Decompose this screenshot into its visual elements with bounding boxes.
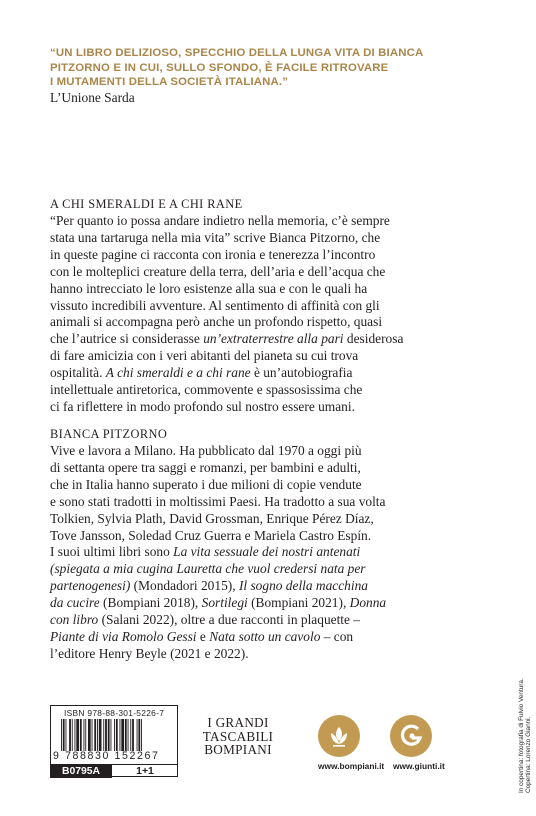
text-segment: (Bompiani 2021), (247, 595, 350, 611)
giunti-logo-icon (390, 715, 432, 757)
text-segment: di fare amicizia con i veri abitanti del pianeta su cui trova (50, 348, 359, 364)
text-line (50, 314, 500, 331)
text-segment: (Bompiani 2018), (99, 595, 202, 611)
text-segment: stata una tartaruga nella mia vita” scrive Bianca Pitzorno, che (50, 229, 381, 245)
italic-segment: partenogenesi) (50, 578, 131, 594)
text-segment: I suoi ultimi libri sono (50, 544, 174, 560)
text-segment: (Mondadori 2015), (130, 578, 239, 594)
credit-line: In copertina: fotografia di Fulvio Ventura. (518, 678, 525, 793)
text-line (50, 544, 500, 561)
author-bio (50, 443, 500, 663)
quote-line: “UN LIBRO DELIZIOSO, SPECCHIO DELLA LUNGA VITA DI BIANCA (50, 47, 424, 59)
text-segment: animali si accompagna però anche un profondo rispetto, quasi (50, 314, 383, 330)
italic-segment: un’extraterrestre alla pari (203, 331, 344, 347)
text-segment: con le molteplici creature della terra, dell’aria e dell’acqua che (50, 263, 386, 279)
text-line (50, 528, 500, 545)
credit-line: Copertina: Lorenzo Gianni. (525, 716, 533, 793)
text-segment: in queste pagine ci racconta con ironia e tenerezza l’incontro (50, 246, 376, 262)
italic-segment: La vita sessuale dei nostri antenati (173, 544, 361, 560)
text-segment: Vive e lavora a Milano. Ha pubblicato dal 1970 a oggi più (50, 443, 362, 458)
printing-code: 1+1 (136, 766, 154, 777)
barcode-icon (61, 719, 169, 751)
text-segment: l’editore Henry Beyle (2021 e 2022). (50, 645, 249, 661)
italic-segment: A chi smeraldi e a chi rane (105, 365, 251, 381)
text-segment: desiderosa (343, 331, 404, 347)
text-line (50, 477, 500, 494)
barcode-block (50, 705, 178, 777)
text-line (50, 331, 500, 348)
italic-segment: Sortilegi (201, 595, 248, 611)
review-quote (50, 46, 490, 90)
italic-segment: da cucire (50, 595, 100, 611)
code-row (50, 764, 178, 778)
quote-source: L’Unione Sarda (50, 90, 135, 105)
product-code: B0795A (50, 765, 112, 778)
text-segment: intellettuale antiretorica, commovente e spassosissima che (50, 382, 363, 398)
text-line (50, 443, 500, 460)
text-line (50, 511, 500, 528)
series-name (192, 716, 284, 757)
text-segment: Tolkien, Sylvia Plath, David Grossman, Enrique Pérez Díaz, (50, 510, 374, 526)
text-segment: (Salani 2022), oltre a due racconti in plaquette – (98, 612, 361, 628)
cover-credits (518, 678, 532, 793)
text-line (50, 578, 500, 595)
text-segment: e (196, 628, 210, 644)
text-segment: e sono stati tradotti in moltissimi Paesi. Ha tradotto a sua volta (50, 493, 386, 509)
text-segment: hanno intrecciato le loro esistenze alla sua e con le quali ha (50, 280, 368, 296)
bompiani-url: www.bompiani.it (318, 761, 385, 771)
text-segment: Tove Jansson, Soledad Cruz Guerra e Mariela Castro Espín. (50, 527, 372, 543)
text-line (50, 281, 500, 298)
text-line (50, 213, 500, 230)
text-line (50, 230, 500, 247)
italic-segment: Piante di via Romolo Gessi (50, 628, 197, 644)
italic-segment: Donna (349, 595, 387, 611)
text-segment: ci fa riflettere in modo profondo sul nostro essere umani. (50, 398, 355, 414)
text-line (50, 561, 500, 578)
text-segment: che in Italia hanno superato i due milioni di copie vendute (50, 476, 362, 492)
text-line (50, 264, 500, 281)
series-line: I GRANDI (207, 715, 269, 730)
text-segment: vissuto incredibili avventure. Al sentimento di affinità con gli (50, 297, 380, 313)
italic-segment: Il sogno della macchina (238, 578, 368, 594)
author-name: BIANCA PITZORNO (50, 427, 168, 441)
text-line (50, 382, 500, 399)
text-line (50, 646, 500, 663)
text-segment: ospitalità. (50, 365, 106, 381)
quote-line: I MUTAMENTI DELLA SOCIETÀ ITALIANA.” (50, 76, 289, 89)
text-segment: è un’autobiografia (250, 365, 353, 381)
book-title: A CHI SMERALDI E A CHI RANE (50, 197, 243, 211)
text-segment: – con (320, 628, 354, 644)
text-line (50, 629, 500, 646)
text-line (50, 365, 500, 382)
barcode-digits: 9 788830 152267 (53, 750, 160, 762)
text-line (50, 247, 500, 264)
text-line (50, 399, 500, 416)
series-line: BOMPIANI (204, 742, 272, 758)
text-line (50, 348, 500, 365)
text-segment: di settanta opere tra saggi e romanzi, per bambini e adulti, (50, 459, 361, 475)
italic-segment: Nata sotto un cavolo (209, 628, 321, 644)
isbn-number: ISBN 978-88-301-5226-7 (64, 708, 165, 718)
italic-segment: (spiegata a mia cugina Lauretta che vuol credersi nata per (50, 561, 366, 577)
text-line (50, 612, 500, 629)
book-description (50, 213, 500, 416)
text-line (50, 298, 500, 315)
text-line (50, 494, 500, 511)
text-segment: “Per quanto io possa andare indietro nella memoria, c’è sempre (50, 213, 390, 228)
text-line (50, 460, 500, 477)
giunti-url: www.giunti.it (393, 761, 445, 771)
italic-segment: con libro (50, 612, 99, 628)
text-segment: che l’autrice si considerasse (50, 331, 204, 347)
text-line (50, 595, 500, 612)
quote-line: PITZORNO E IN CUI, SULLO SFONDO, È FACILE RITROVARE (50, 61, 389, 74)
bompiani-logo-icon (318, 715, 360, 757)
series-line: TASCABILI (202, 728, 274, 744)
